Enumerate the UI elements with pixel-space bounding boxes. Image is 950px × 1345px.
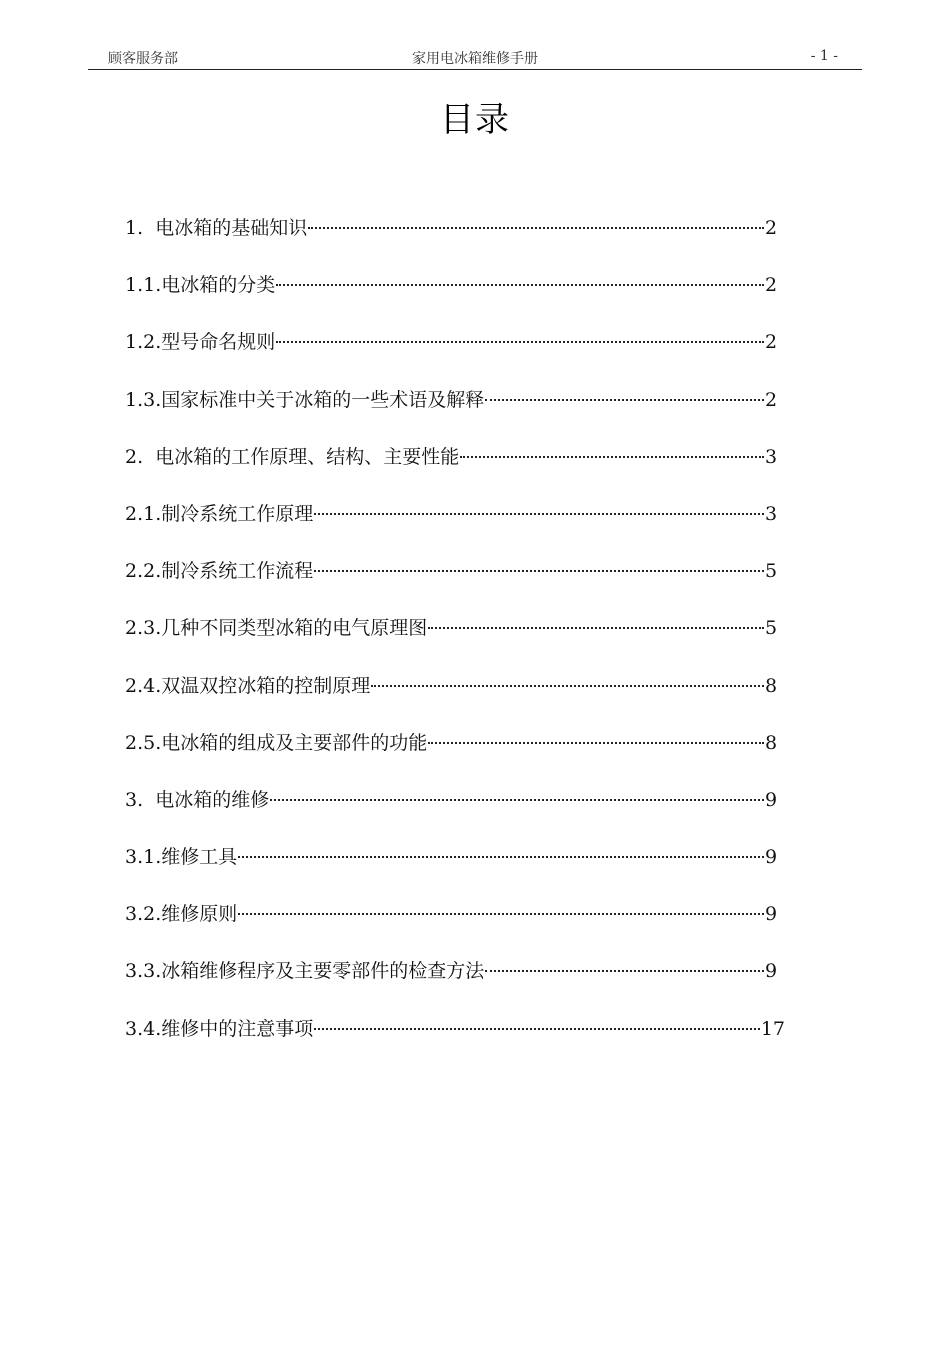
- toc-dot-leader: [314, 1028, 760, 1030]
- toc-entry-page-number: 9: [765, 788, 778, 811]
- toc-entry-number: 3.: [125, 788, 156, 811]
- header-document-title: 家用电冰箱维修手册: [412, 51, 538, 67]
- toc-dot-leader: [270, 799, 764, 801]
- toc-entry-label: 电冰箱的分类: [161, 274, 276, 297]
- toc-entry-label: 制冷系统工作流程: [161, 560, 314, 583]
- toc-dot-leader: [485, 399, 764, 401]
- toc-entry-number: 3.2.: [125, 903, 162, 926]
- toc-entry[interactable]: [125, 556, 785, 613]
- toc-entry-number: 3.4.: [125, 1017, 162, 1040]
- toc-dot-leader: [238, 856, 764, 858]
- toc-entry-page-number: 2: [765, 388, 778, 411]
- toc-entry[interactable]: [125, 327, 785, 384]
- toc-entry-number: 2.1.: [125, 502, 162, 525]
- toc-entry-page-number: 9: [765, 960, 778, 983]
- toc-entry[interactable]: [125, 442, 785, 499]
- toc-entry-page-number: 3: [765, 502, 778, 525]
- toc-entry-number: 1.3.: [125, 388, 162, 411]
- toc-dot-leader: [371, 685, 764, 687]
- toc-entry[interactable]: [125, 728, 785, 785]
- toc-entry[interactable]: [125, 613, 785, 670]
- toc-dot-leader: [276, 341, 764, 343]
- toc-entry[interactable]: [125, 671, 785, 728]
- toc-entry[interactable]: [125, 956, 785, 1013]
- toc-entry[interactable]: [125, 213, 785, 270]
- toc-entry[interactable]: [125, 785, 785, 842]
- toc-entry-label: 型号命名规则: [161, 331, 276, 354]
- toc-entry-page-number: 3: [765, 445, 778, 468]
- toc-entry-number: 3.1.: [125, 846, 162, 869]
- toc-entry-number: 1.1.: [125, 274, 162, 297]
- toc-entry-page-number: 2: [765, 331, 778, 354]
- toc-dot-leader: [485, 970, 764, 972]
- table-of-contents: [125, 213, 785, 1071]
- toc-entry-number: 3.3.: [125, 960, 162, 983]
- toc-entry-label: 维修原则: [161, 903, 238, 926]
- toc-dot-leader: [314, 570, 764, 572]
- toc-entry[interactable]: [125, 842, 785, 899]
- toc-entry[interactable]: [125, 899, 785, 956]
- toc-entry-page-number: 5: [765, 560, 778, 583]
- toc-dot-leader: [238, 913, 764, 915]
- toc-entry-label: 电冰箱的基础知识: [155, 217, 308, 239]
- toc-entry-label: 维修中的注意事项: [161, 1017, 314, 1040]
- toc-entry-number: 2.2.: [125, 560, 162, 583]
- toc-entry-page-number: 5: [765, 617, 778, 640]
- toc-entry-label: 电冰箱的维修: [155, 788, 270, 811]
- toc-entry-page-number: 2: [765, 217, 778, 239]
- toc-entry-page-number: 9: [765, 846, 778, 869]
- toc-entry-label: 国家标准中关于冰箱的一些术语及解释: [161, 388, 485, 411]
- header-page-number: - 1 -: [810, 48, 838, 64]
- toc-dot-leader: [314, 513, 764, 515]
- toc-dot-leader: [276, 284, 764, 286]
- toc-entry[interactable]: [125, 1014, 785, 1071]
- toc-entry[interactable]: [125, 270, 785, 327]
- page-title: 目录: [440, 100, 510, 140]
- toc-entry-label: 维修工具: [161, 846, 238, 869]
- toc-entry-number: 2.: [125, 445, 156, 468]
- toc-entry-number: 2.3.: [125, 617, 162, 640]
- header-department: 顾客服务部: [108, 51, 178, 67]
- toc-dot-leader: [428, 742, 764, 744]
- page-header: [88, 44, 862, 70]
- toc-entry-page-number: 8: [765, 674, 778, 697]
- toc-dot-leader: [428, 627, 764, 629]
- toc-entry-page-number: 8: [765, 731, 778, 754]
- toc-entry-label: 几种不同类型冰箱的电气原理图: [161, 617, 428, 640]
- toc-entry-number: 2.4.: [125, 674, 162, 697]
- toc-entry-number: 1.: [125, 217, 156, 239]
- toc-entry-label: 电冰箱的组成及主要部件的功能: [161, 731, 428, 754]
- toc-dot-leader: [308, 227, 764, 229]
- toc-entry-number: 1.2.: [125, 331, 162, 354]
- toc-entry-label: 双温双控冰箱的控制原理: [161, 674, 371, 697]
- toc-entry-label: 电冰箱的工作原理、结构、主要性能: [155, 445, 460, 468]
- toc-entry[interactable]: [125, 385, 785, 442]
- toc-entry[interactable]: [125, 499, 785, 556]
- toc-dot-leader: [460, 456, 764, 458]
- toc-entry-page-number: 9: [765, 903, 778, 926]
- toc-entry-label: 冰箱维修程序及主要零部件的检查方法: [161, 960, 485, 983]
- toc-entry-page-number: 2: [765, 274, 778, 297]
- toc-entry-number: 2.5.: [125, 731, 162, 754]
- toc-entry-page-number: 17: [760, 1017, 785, 1040]
- toc-entry-label: 制冷系统工作原理: [161, 502, 314, 525]
